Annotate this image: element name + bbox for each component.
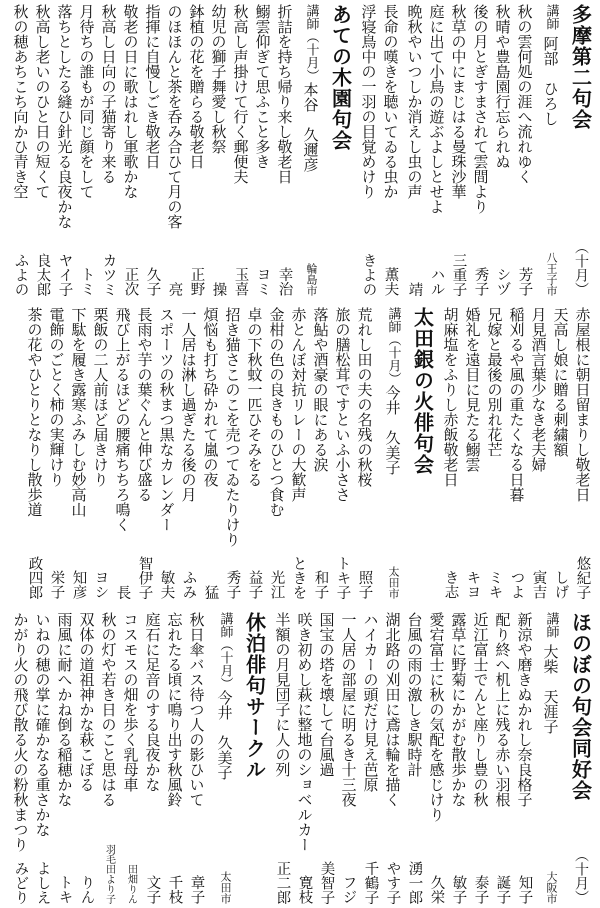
haiku-author: ヤイ子: [56, 252, 73, 296]
haiku-line: [450, 612, 468, 904]
haiku-author: 栄子: [48, 570, 65, 599]
haiku-text: 月待ちの誰もが同じ顔をして: [77, 4, 96, 199]
haiku-text: 月見酒言葉少なき老夫婦: [529, 307, 548, 472]
haiku-author: 寛枝: [296, 875, 313, 904]
teacher-role: 講師: [543, 612, 559, 638]
haiku-text: 新涼や磨きぬかれし奈良格子: [515, 612, 534, 807]
haiku-author: きよの: [360, 252, 377, 296]
haiku-line: [360, 4, 378, 296]
haiku-author: 千鶴子: [362, 860, 379, 904]
haiku-text: 晩秋やいつしか消えし虫の声: [405, 4, 424, 199]
haiku-author: 正二郎: [274, 860, 291, 904]
teacher-name: 今井 久美子: [383, 385, 402, 475]
haiku-author: 光江: [268, 570, 285, 599]
haiku-line: [34, 4, 52, 296]
teacher-name: 本谷 久邇彦: [301, 82, 320, 172]
group-month: （十月）: [573, 240, 589, 296]
teacher-role: 講師: [385, 307, 401, 333]
haiku-author: 知子: [516, 875, 533, 904]
haiku-author: 誕子: [494, 875, 511, 904]
group-place: 太田市: [219, 871, 232, 904]
haiku-text: 双体の道祖神かな萩こぼる: [77, 612, 96, 792]
haiku-line: [56, 4, 74, 296]
haiku-line: [158, 307, 176, 599]
haiku-author: 知彦: [70, 570, 87, 599]
haiku-line: [472, 612, 490, 904]
haiku-line: [166, 4, 184, 296]
haiku-line: [442, 307, 460, 599]
haiku-author: キヨ: [464, 570, 481, 599]
group-month: （十月）: [573, 848, 589, 904]
haiku-author: 田畑りん: [125, 864, 137, 904]
group-place: 輪島市: [305, 263, 318, 296]
teacher-role: 講師: [543, 4, 559, 30]
haiku-text: 赤屋根に朝日留まりし敬老日: [573, 307, 592, 502]
haiku-line: [494, 612, 512, 904]
haiku-text: 胡麻塩をふりし赤飯敬老日: [441, 307, 460, 487]
haiku-line: [144, 4, 162, 296]
haiku-author: 泰子: [472, 875, 489, 904]
haiku-text: 下駄を履き露寒ふみしむ妙高山: [69, 307, 88, 517]
haiku-text: 半額の月見団子に人の列: [273, 612, 292, 777]
tier-middle: [4, 307, 596, 599]
haiku-author: 寅吉: [530, 570, 547, 599]
haiku-text: 露草に野菊にかがむ散歩かな: [449, 612, 468, 807]
teacher-role: 講師: [217, 612, 233, 638]
haiku-text: スポーツの秋まつ黒なカレンダー: [157, 307, 176, 532]
haiku-text: 折詰を持ち帰り来し敬老日: [275, 4, 294, 184]
haiku-line: [428, 4, 446, 296]
haiku-author: 智伊子: [136, 555, 153, 599]
haiku-line: [530, 307, 548, 599]
haiku-author: 薫夫: [382, 267, 399, 296]
haiku-text: ハイカーの頭だけ見え芭原: [361, 612, 380, 792]
haiku-author: き志: [442, 570, 459, 599]
haiku-line: [246, 307, 264, 599]
haiku-text: 秋高し日向の子猫寄り来る: [99, 4, 118, 184]
haiku-text: 秋高し老いのひと日の短くて: [33, 4, 52, 199]
haiku-line: [26, 307, 44, 599]
haiku-author: ハル: [428, 267, 445, 296]
haiku-text: 金柑の色の良きものひとつ食む: [267, 307, 286, 517]
haiku-text: 近江富士でんと座りし豊の秋: [471, 612, 490, 807]
haiku-text: 秋晴や豊島園行忘られぬ: [493, 4, 512, 169]
haiku-text: 秋草の中にまじはる曼珠沙華: [449, 4, 468, 199]
haiku-author: 正次: [122, 267, 139, 296]
haiku-text: 後の月とぎすまされて雲間より: [471, 4, 490, 214]
haiku-text: 浮寝鳥中の一羽の目覚めけり: [359, 4, 378, 199]
haiku-text: 落鮎や酒豪の眼にある涙: [311, 307, 330, 472]
group-title: 多摩第二句会: [568, 4, 593, 130]
haiku-line: [356, 307, 374, 599]
haiku-author: カツミ: [100, 252, 117, 296]
haiku-text: 荒れし田の夫の名残の秋桜: [355, 307, 374, 487]
group-header-ota: [408, 307, 438, 599]
haiku-text: 長命の嘆きを聴いてゐる虫か: [381, 4, 400, 199]
haiku-line: [382, 4, 400, 296]
haiku-text: 飛び上がるほどの腰痛ちちろ鳴く: [113, 307, 132, 532]
haiku-author: よしえ: [34, 860, 51, 904]
haiku-text: 庭に出て小鳥の遊ぶよしとせよ: [427, 4, 446, 214]
haiku-line: [144, 612, 162, 904]
haiku-text: 招き猫さこのこを売つてゐたりけり: [223, 307, 242, 547]
haiku-line: [180, 307, 198, 599]
group-teacher-tama: [536, 4, 566, 296]
haiku-line: [122, 4, 140, 296]
haiku-author: 政四郎: [26, 555, 43, 599]
haiku-author: 和子: [312, 570, 329, 599]
haiku-line: [274, 612, 292, 904]
haiku-text: 愛宕富士に秋の気配を感じけり: [427, 612, 446, 822]
haiku-line: [486, 307, 504, 599]
haiku-text: 湖北路の刈田に鳶は輪を描く: [383, 612, 402, 807]
haiku-text: 庭石に足音のする良夜かな: [143, 612, 162, 792]
group-title: あての木園句会: [328, 4, 353, 151]
haiku-text: 配り終へ机上に残る赤い羽根: [493, 612, 512, 807]
group-month: （十月）: [385, 333, 401, 385]
group-header-kyuhaku: [240, 612, 270, 904]
haiku-author: 長: [114, 584, 131, 599]
haiku-text: 電飾のごとく柿の実輝けり: [47, 307, 66, 487]
haiku-author: 猛: [202, 584, 219, 599]
haiku-line: [508, 307, 526, 599]
haiku-line: [166, 612, 184, 904]
haiku-line: [340, 612, 358, 904]
group-teacher-honobono: [536, 612, 566, 904]
group-teacher-kyuhaku: [210, 612, 240, 904]
haiku-line: [362, 612, 380, 904]
haiku-line: [516, 4, 534, 296]
haiku-line: [472, 4, 490, 296]
haiku-text: 婚礼を遠目に見たる鰯雲: [463, 307, 482, 472]
haiku-author: 羽毛田より子: [103, 844, 115, 904]
haiku-author: 玉喜: [232, 267, 249, 296]
haiku-line: [70, 307, 88, 599]
haiku-line: [290, 307, 308, 599]
haiku-text: 一人居の部屋に明るき十三夜: [339, 612, 358, 807]
haiku-author: りん: [78, 875, 95, 904]
haiku-text: 稲刈るや風の重たくなる日暮: [507, 307, 526, 502]
haiku-author: トミ: [78, 267, 95, 296]
haiku-text: 一人居は淋し過ぎたる後の月: [179, 307, 198, 502]
haiku-line: [276, 4, 294, 296]
haiku-author: やす子: [384, 860, 401, 904]
haiku-text: 台風の雨の激しき駅時計: [405, 612, 424, 777]
haiku-line: [210, 4, 228, 296]
haiku-text: 指揮に自慢しごき敬老日: [143, 4, 162, 169]
haiku-author: 悠紀子: [574, 555, 591, 599]
haiku-line: [202, 307, 220, 599]
haiku-line: [92, 307, 110, 599]
haiku-text: 鰯雲仰ぎて思ふこと多き: [253, 4, 272, 169]
haiku-text: 秋高し声掛けて行く郵便夫: [231, 4, 250, 184]
haiku-author: 湧一郎: [406, 860, 423, 904]
group-header-tama: [566, 4, 596, 296]
haiku-line: [188, 612, 206, 904]
haiku-text: 茶の花やひとりとなりし散歩道: [25, 307, 44, 517]
haiku-author: 芳子: [516, 267, 533, 296]
haiku-line: [34, 612, 52, 904]
haiku-line: [406, 4, 424, 296]
group-header-honobono: [566, 612, 596, 904]
haiku-author: 亮: [166, 281, 183, 296]
haiku-author: 照子: [356, 570, 373, 599]
haiku-text: 兄嫁と最後の別れ花芒: [485, 307, 504, 457]
haiku-author: みどり: [12, 860, 29, 904]
haiku-text: 国宝の塔を壊して台風過: [317, 612, 336, 777]
haiku-author: 正野: [188, 267, 205, 296]
haiku-line: [406, 612, 424, 904]
haiku-text: 鉢植の花を贈らる敬老日: [187, 4, 206, 169]
haiku-line: [464, 307, 482, 599]
haiku-text: 赤とんぼ対抗リレーの大歓声: [289, 307, 308, 502]
haiku-line: [428, 612, 446, 904]
haiku-author: トキ: [56, 875, 73, 904]
haiku-text: 秋の穂あちこち向かひ青き空: [11, 4, 30, 199]
tier-top: [4, 4, 596, 296]
haiku-author: つよ: [508, 570, 525, 599]
group-place: 大阪市: [545, 871, 558, 904]
haiku-line: [100, 4, 118, 296]
haiku-author: フジ: [340, 875, 357, 904]
haiku-text: 忘れたる頃に鳴り出す秋風鈴: [165, 612, 184, 807]
haiku-line: [100, 612, 118, 904]
haiku-author: 久子: [144, 267, 161, 296]
haiku-line: [318, 612, 336, 904]
haiku-text: 咲き初めし萩に整地のショベルカー: [295, 612, 314, 852]
haiku-text: 秋日傘バス待つ人の影ひいて: [187, 612, 206, 807]
haiku-author: 益子: [246, 570, 263, 599]
haiku-line: [552, 307, 570, 599]
haiku-text: 幼児の獅子舞愛し秋祭: [209, 4, 228, 154]
haiku-line: [224, 307, 242, 599]
haiku-text: 天高し娘に贈る刺繍額: [551, 307, 570, 457]
haiku-line: [384, 612, 402, 904]
haiku-author: ヨミ: [254, 267, 271, 296]
haiku-line: [78, 612, 96, 904]
haiku-text: いねの穂の掌に確かなる重さかな: [33, 612, 52, 837]
haiku-line: [232, 4, 250, 296]
haiku-text: 雨風に耐へかね倒る稲穂かな: [55, 612, 74, 807]
group-title: ほのぼの句会同好会: [568, 612, 593, 801]
haiku-line: [516, 612, 534, 904]
haiku-author: シヅ: [494, 267, 511, 296]
haiku-author: 千枝: [166, 875, 183, 904]
haiku-line: [114, 307, 132, 599]
haiku-line: [312, 307, 330, 599]
haiku-author: 久栄: [428, 875, 445, 904]
tier-bottom: [4, 612, 596, 904]
haiku-author: 幸治: [276, 267, 293, 296]
haiku-text: 栗飯の二人前ほど届きけり: [91, 307, 110, 487]
haiku-text: かがり火の飛び散る火の粉秋まつり: [11, 612, 30, 852]
haiku-author: 文子: [144, 875, 161, 904]
haiku-text: 秋の灯や若き日のこと思はる: [99, 612, 118, 807]
group-teacher-atenoki: [296, 4, 326, 296]
haiku-line: [136, 307, 154, 599]
haiku-author: 靖: [406, 281, 423, 296]
haiku-author: 敏夫: [158, 570, 175, 599]
haiku-text: 煩悩も打ち砕かれて嵐の夜: [201, 307, 220, 487]
haiku-author: トキ子: [334, 555, 351, 599]
haiku-text: 卓の下秋蚊一匹ひそみをる: [245, 307, 264, 487]
haiku-text: 旅の膳松茸ですといふ小ささ: [333, 307, 352, 502]
group-title: 太田銀の火俳句会: [410, 307, 435, 475]
haiku-line: [268, 307, 286, 599]
group-place: 太田市: [387, 566, 400, 599]
haiku-author: ふみ: [180, 570, 197, 599]
haiku-author: 秀子: [224, 570, 241, 599]
haiku-author: ミキ: [486, 570, 503, 599]
group-place: 八王子市: [545, 252, 558, 296]
group-header-atenoki: [326, 4, 356, 296]
haiku-author: 敏子: [450, 875, 467, 904]
teacher-name: 今井 久美子: [215, 690, 234, 780]
haiku-text: 落ちとしたる縫ひ針光る良夜かな: [55, 4, 74, 229]
haiku-line: [334, 307, 352, 599]
teacher-name: 阿部 ひろし: [541, 36, 560, 126]
haiku-author: 操: [210, 281, 227, 296]
haiku-line: [12, 612, 30, 904]
haiku-text: コスモスの畑を歩く乳母車: [121, 612, 140, 792]
haiku-author: しげ: [552, 570, 569, 599]
haiku-line: [48, 307, 66, 599]
haiku-text: のほほんと茶を呑み合ひて月の客: [165, 4, 184, 229]
haiku-line: [494, 4, 512, 296]
teacher-name: 大柴 天涯子: [541, 644, 560, 734]
haiku-line: [12, 4, 30, 296]
haiku-author: ときを: [290, 555, 307, 599]
group-title: 休泊俳句サークル: [242, 612, 267, 780]
haiku-line: [450, 4, 468, 296]
haiku-author: 美智子: [318, 860, 335, 904]
haiku-line: [574, 307, 592, 599]
haiku-author: 三重子: [450, 252, 467, 296]
teacher-role: 講師: [303, 4, 319, 30]
haiku-line: [122, 612, 140, 904]
haiku-author: ふよの: [12, 252, 29, 296]
haiku-author: 章子: [188, 875, 205, 904]
haiku-author: 良太郎: [34, 252, 51, 296]
haiku-author: 秀子: [472, 267, 489, 296]
haiku-line: [296, 612, 314, 904]
haiku-author: ヨシ: [92, 570, 109, 599]
haiku-line: [56, 612, 74, 904]
haiku-line: [78, 4, 96, 296]
haiku-line: [254, 4, 272, 296]
group-month: （十月）: [303, 30, 319, 82]
haiku-text: 秋の雲何処の涯へ流れゆく: [515, 4, 534, 184]
group-month: （十月）: [217, 638, 233, 690]
haiku-line: [188, 4, 206, 296]
haiku-text: 長雨や芋の葉ぐんと伸び盛る: [135, 307, 154, 502]
group-teacher-ota: [378, 307, 408, 599]
haiku-text: 敬老の日に歌はれし軍歌かな: [121, 4, 140, 199]
